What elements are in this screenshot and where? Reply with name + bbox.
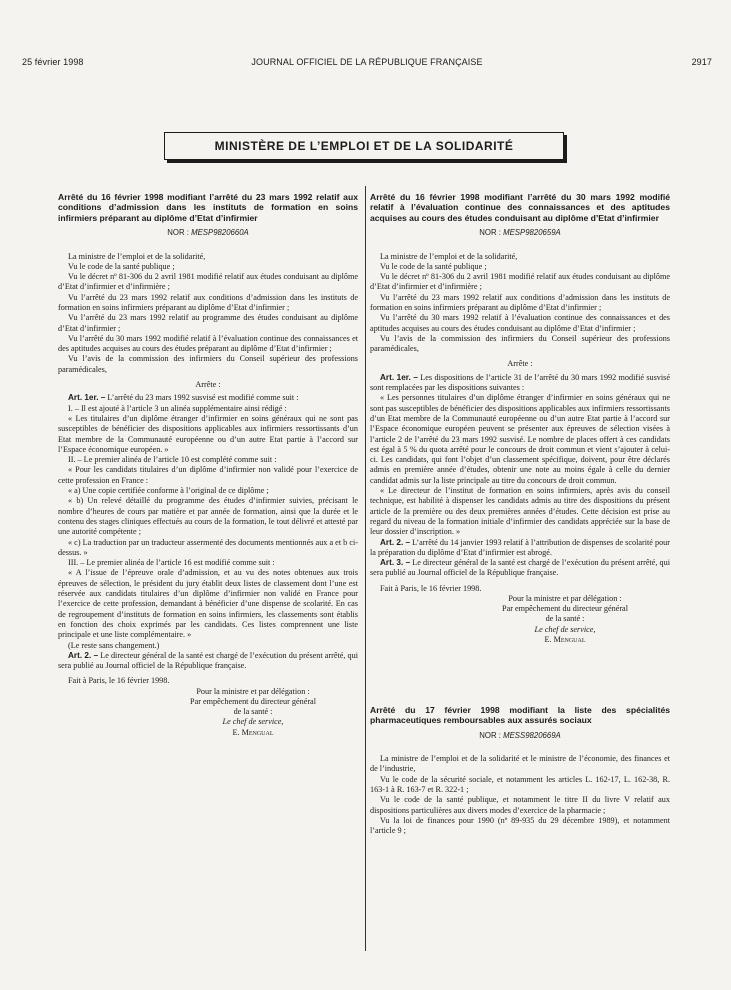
right-column [370,192,670,837]
article-2 [58,651,358,672]
nor-code: MESP9820660A [191,228,249,238]
article-1 [58,393,358,403]
arrete-heading: Arrête : [195,380,221,390]
article-label: Art. 3. – [380,558,411,568]
article-1 [370,373,670,394]
nor-reference [370,228,670,238]
signature-block [148,687,358,738]
nor-reference [58,228,358,238]
article-text: L’arrêté du 14 janvier 1993 relatif à l’attribution de dispenses de scolarité pour la préparation du diplôme d’Etat d’infirmier est abrogé. [370,537,670,557]
article-label: Art. 2. – [380,537,411,547]
body-paragraph: III. – Le premier alinéa de l’article 16 est modifié comme suit : [68,558,275,568]
header-journal: JOURNAL OFFICIEL DE LA RÉPUBLIQUE FRANÇAISE [251,57,483,67]
signature-line: Le chef de service, [222,717,284,727]
body-paragraph: « Pour les candidats titulaires d’un diplôme d’infirmier non validé pour l’exercice de cette profession en France : [58,465,358,485]
signature-line: Par empêchement du directeur général [502,604,628,614]
preamble-line: Vu l’avis de la commission des infirmiers du Conseil supérieur des professions paramédicales, [370,333,670,354]
preamble-line: Vu le code de la santé publique, et notamment le titre II du livre V relatif aux dispositions particulières aux divers modes d’exercice de la pharmacie ; [370,795,670,815]
signature-line: de la santé : [233,707,273,717]
body-paragraph: II. – Le premier alinéa de l’article 10 est complété comme suit : [68,455,277,465]
body-paragraph: « Le directeur de l’institut de formation en soins infirmiers, après avis du conseil technique, est habilité à dispenser les candidats admis au titre des dispositions du présent article de la première ou des deux premières années d’études. Cette décision est prise au regard du niveau de la formation initiale d’infirmier des candidats appréciée sur la base de leur dossier d’inscription. » [370,486,670,537]
nor-code: MESS9820669A [503,730,561,740]
article-label: Art. 1er. – [68,393,106,403]
nor-reference [370,731,670,741]
article-text: Les dispositions de l’article 31 de l’arrêté du 30 mars 1992 modifié susvisé sont remplacées par les dispositions suivantes : [370,372,670,393]
preamble-line: Vu le code de la santé publique ; [68,261,175,271]
article-3 [370,558,670,579]
preamble-line: La ministre de l’emploi et de la solidarité et le ministre de l’économie, des finances et de l’industrie, [370,754,670,774]
preamble-line: Vu le code de la santé publique ; [380,261,487,271]
article-text: L’arrêté du 23 mars 1992 susvisé est modifié comme suit : [107,393,299,403]
preamble-line: Vu l’arrêté du 30 mars 1992 relatif à l’évaluation continue des connaissances et des aptitudes acquises au cours des études conduisant au diplôme d’Etat d’infirmier ; [370,313,670,333]
preamble-line: Vu l’arrêté du 23 mars 1992 relatif aux conditions d’admission dans les instituts de formation en soins infirmiers préparant au diplôme d’Etat d’infirmier ; [58,292,358,312]
header-page-number: 2917 [691,57,712,67]
nor-label: NOR : [479,730,501,740]
column-divider [365,186,366,951]
preamble-line: Vu l’avis de la commission des infirmiers du Conseil supérieur des professions paramédicales, [58,354,358,374]
preamble-line: La ministre de l’emploi et de la solidarité, [68,251,206,261]
signature-block [460,594,670,645]
body-paragraph: (Le reste sans changement.) [68,640,160,650]
signature-line: Pour la ministre et par délégation : [508,594,622,604]
decree-title: Arrêté du 16 février 1998 modifiant l’arrêté du 30 mars 1992 modifié relatif à l’évaluation continue des connaissances et des aptitudes acquises au cours des études conduisant au diplôme d’Etat d’infirmier [370,192,670,223]
preamble-line: Vu le décret nº 81-306 du 2 avril 1981 modifié relatif aux études conduisant au diplôme d’Etat d’infirmier et d’infirmière ; [370,272,670,292]
preamble-line: Vu la loi de finances pour 1990 (nº 89-935 du 29 décembre 1989), et notamment l’article 9 ; [370,815,670,836]
signature-line: de la santé : [545,614,585,624]
signatory-name: E. Mengual [544,634,586,644]
nor-label: NOR : [479,228,501,238]
article-2 [370,538,670,559]
article-text: Le directeur général de la santé est chargé de l’exécution du présent arrêté, qui sera publié au Journal officiel de la République française. [58,650,358,671]
signature-place-date: Fait à Paris, le 16 février 1998. [68,676,170,686]
body-paragraph: « c) La traduction par un traducteur assermenté des documents mentionnés aux a et b ci-dessus. » [58,537,358,557]
preamble-line: Vu le décret nº 81-306 du 2 avril 1981 modifié relatif aux études conduisant au diplôme d’Etat d’infirmier et d’infirmière ; [58,272,358,292]
nor-label: NOR : [167,228,189,238]
preamble-line: Vu l’arrêté du 23 mars 1992 relatif au programme des études conduisant au diplôme d’Etat d’infirmier ; [58,313,358,333]
left-column [58,192,358,738]
signature-line: Pour la ministre et par délégation : [196,686,310,696]
header-date: 25 février 1998 [22,57,84,67]
signature-line: Le chef de service, [534,624,596,634]
preamble-line: Vu le code de la sécurité sociale, et notamment les articles L. 162-17, L. 162-38, R. 163-1 à R. 163-7 et R. 322-1 ; [370,774,670,795]
body-paragraph: « Les titulaires d’un diplôme étranger d’infirmier en soins généraux qui ne sont pas susceptibles de bénéficier des dispositions applicables aux infirmiers ressortissants d’un Etat membre de la Communauté européenne ou d’un autre Etat partie à l’accord sur l’Espace économique européen. » [58,413,358,454]
preamble-line: La ministre de l’emploi et de la solidarité, [380,251,518,261]
body-paragraph: « b) Un relevé détaillé du programme des études d’infirmier suivies, précisant le nombre d’heures de cours par matière et par année de formation, ainsi que la durée et le contenu des stages cliniques effectués au cours de la formation, le tout délivré et attesté par une autorité compétente ; [58,496,358,537]
body-paragraph: « Les personnes titulaires d’un diplôme étranger d’infirmier en soins généraux qui ne sont pas susceptibles de bénéficier des dispositions applicables aux infirmiers ressortissants d’un Etat membre de la Communauté européenne ou d’un autre Etat partie à l’accord sur l’Espace économique européen peuvent se présenter aux épreuves de sélection visées à l’article 2 de l’arrêté du 23 mars 1992 susvisé. Le nombre de places offert à ces candidats est égal à 5 % du quota arrêté pour le concours de droit commun et vient s’ajouter à celui-ci. Les candidats, qui font l’objet d’un classement spécifique, doivent, pour être déclarés admis en première année d’études, obtenir une note au moins égale à celle du dernier candidat admis sur la liste principale au titre du concours de droit commun. [370,393,670,485]
decree-title: Arrêté du 16 février 1998 modifiant l’arrêté du 23 mars 1992 relatif aux conditions d’admission dans les instituts de formation en soins infirmiers préparant au diplôme d’Etat d’infirmier [58,192,358,223]
body-paragraph: I. – Il est ajouté à l’article 3 un alinéa supplémentaire ainsi rédigé : [68,403,287,413]
nor-code: MESP9820659A [503,228,561,238]
body-paragraph: « A l’issue de l’épreuve orale d’admission, et au vu des notes obtenues aux trois épreuves de sélection, le président du jury établit deux listes de classement dont l’une est réservée aux candidats titulaires d’un diplôme d’infirmier non validé en France pour l’exercice de cette profession, demandant à bénéficier d’une dispense de scolarité. En cas de regroupement d’instituts de formation en soins infirmiers, les classements sont établis en fonction des choix exprimés par les candidats. Ces listes comprennent une liste principale et une liste complémentaire. » [58,568,358,640]
ministry-banner: MINISTÈRE DE L’EMPLOI ET DE LA SOLIDARITÉ [164,132,564,160]
decree-title-2: Arrêté du 17 février 1998 modifiant la liste des spécialités pharmaceutiques remboursables aux assurés sociaux [370,705,670,726]
signature-place-date: Fait à Paris, le 16 février 1998. [380,583,482,593]
body-paragraph: « a) Une copie certifiée conforme à l’original de ce diplôme ; [68,486,269,496]
article-text: Le directeur général de la santé est chargé de l’exécution du présent arrêté, qui sera publié au Journal officiel de la République française. [370,558,670,578]
arrete-heading: Arrête : [507,359,533,369]
preamble-line: Vu l’arrêté du 23 mars 1992 relatif aux conditions d’admission dans les instituts de formation en soins infirmiers préparant au diplôme d’Etat d’infirmier ; [370,292,670,312]
article-label: Art. 2. – [68,650,99,660]
preamble-line: Vu l’arrêté du 30 mars 1992 modifié relatif à l’évaluation continue des connaissances et des aptitudes acquises au cours des études préparant au diplôme d’Etat d’infirmier ; [58,333,358,354]
signatory-name: E. Mengual [232,727,274,737]
article-label: Art. 1er. – [380,372,418,382]
signature-line: Par empêchement du directeur général [190,696,316,706]
